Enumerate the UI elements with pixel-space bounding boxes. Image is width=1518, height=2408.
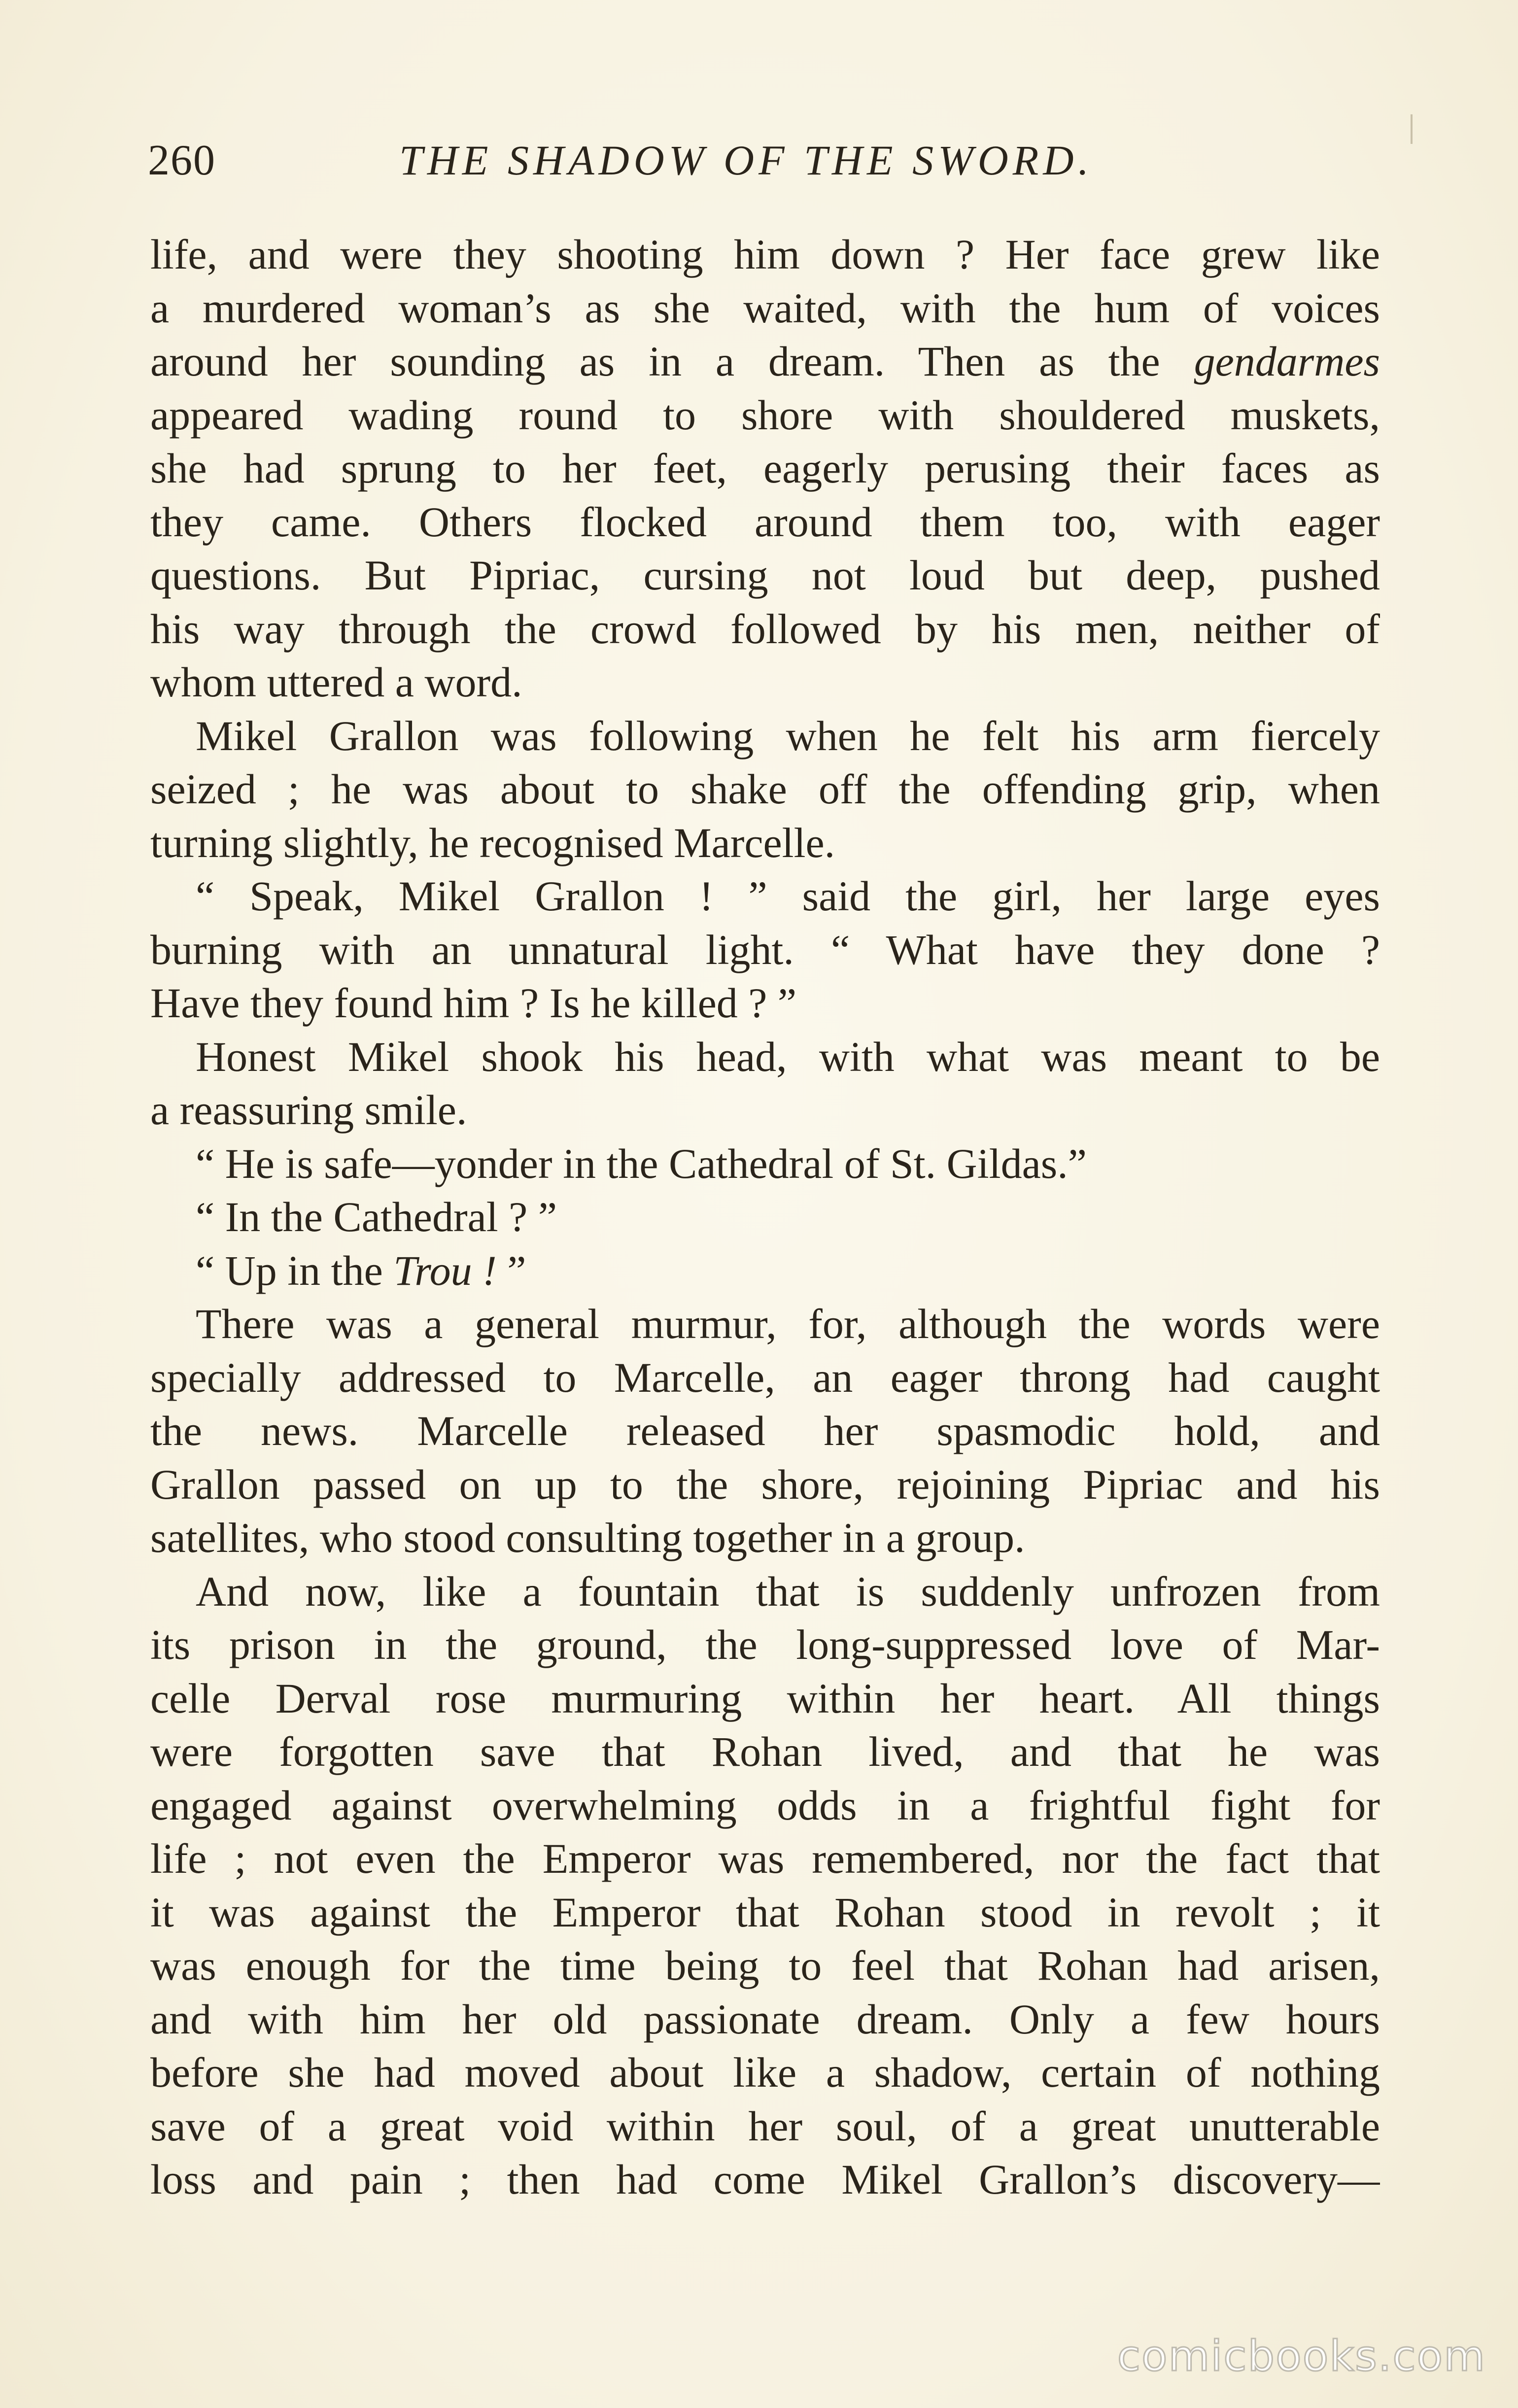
- text-line: loss and pain ; then had come Mikel Grallon’s discovery—: [150, 2156, 1380, 2203]
- italic-term: gendarmes: [1194, 338, 1380, 385]
- text-line: the news. Marcelle released her spasmodic hold, and: [150, 1407, 1380, 1454]
- text-line: was enough for the time being to feel that Rohan had arisen,: [150, 1942, 1380, 1989]
- text-line: turning slightly, he recognised Marcelle.: [150, 819, 835, 866]
- text-line: questions. But Pipriac, cursing not loud but deep, pushed: [150, 551, 1380, 599]
- text-line: “ Up in the Trou ! ”: [196, 1246, 526, 1294]
- text-line: were forgotten save that Rohan lived, and that he was: [150, 1728, 1380, 1775]
- text-line: appeared wading round to shore with shouldered muskets,: [150, 391, 1380, 439]
- text-line: she had sprung to her feet, eagerly perusing their faces as: [150, 445, 1380, 492]
- text-line: “ Speak, Mikel Grallon ! ” said the girl, her large eyes: [196, 872, 1380, 920]
- text-line: Mikel Grallon was following when he felt his arm fiercely: [196, 712, 1380, 759]
- text-line: his way through the crowd followed by his men, neither of: [150, 605, 1380, 653]
- text-line: save of a great void within her soul, of a great unutterable: [150, 2102, 1380, 2150]
- text-line: and with him her old passionate dream. Only a few hours: [150, 1995, 1380, 2043]
- running-header: [148, 126, 1380, 200]
- text-line: seized ; he was about to shake off the offending grip, when: [150, 765, 1380, 813]
- text-line: Honest Mikel shook his head, with what was meant to be: [196, 1032, 1380, 1080]
- text-line: specially addressed to Marcelle, an eager throng had caught: [150, 1353, 1380, 1401]
- text-line: life, and were they shooting him down ? Her face grew like: [150, 231, 1380, 278]
- text-line: “ He is safe—yonder in the Cathedral of St. Gildas.”: [196, 1139, 1087, 1187]
- text-line: around her sounding as in a dream. Then as the gendarmes: [150, 338, 1380, 385]
- text-line: celle Derval rose murmuring within her heart. All things: [150, 1674, 1380, 1722]
- text-line: whom uttered a word.: [150, 658, 522, 706]
- text-line: it was against the Emperor that Rohan stood in revolt ; it: [150, 1888, 1380, 1936]
- text-line: And now, like a fountain that is suddenly unfrozen from: [196, 1567, 1380, 1615]
- text-line: satellites, who stood consulting together in a group.: [150, 1514, 1025, 1561]
- text-line: a reassuring smile.: [150, 1086, 467, 1134]
- text-line: a murdered woman’s as she waited, with the hum of voices: [150, 284, 1380, 332]
- text-line: Have they found him ? Is he killed ? ”: [150, 979, 797, 1027]
- text-line: There was a general murmur, for, although the words were: [196, 1300, 1380, 1347]
- text-line: burning with an unnatural light. “ What have they done ?: [150, 926, 1380, 973]
- text-line: “ In the Cathedral ? ”: [196, 1193, 557, 1240]
- text-line: Grallon passed on up to the shore, rejoining Pipriac and his: [150, 1460, 1380, 1508]
- body-text: [150, 228, 1380, 2206]
- text-line: life ; not even the Emperor was remembered, nor the fact that: [150, 1835, 1380, 1882]
- watermark: comicbooks.com: [1117, 2332, 1486, 2381]
- text-line: they came. Others flocked around them too, with eager: [150, 498, 1380, 546]
- page-number: 260: [148, 137, 216, 184]
- text-line: its prison in the ground, the long-suppressed love of Mar-: [150, 1621, 1380, 1668]
- running-title: THE SHADOW OF THE SWORD.: [399, 137, 1093, 184]
- text-line: before she had moved about like a shadow, certain of nothing: [150, 2049, 1380, 2096]
- italic-term: Trou !: [393, 1246, 497, 1294]
- text-line: engaged against overwhelming odds in a frightful fight for: [150, 1781, 1380, 1829]
- margin-mark: [1411, 114, 1413, 144]
